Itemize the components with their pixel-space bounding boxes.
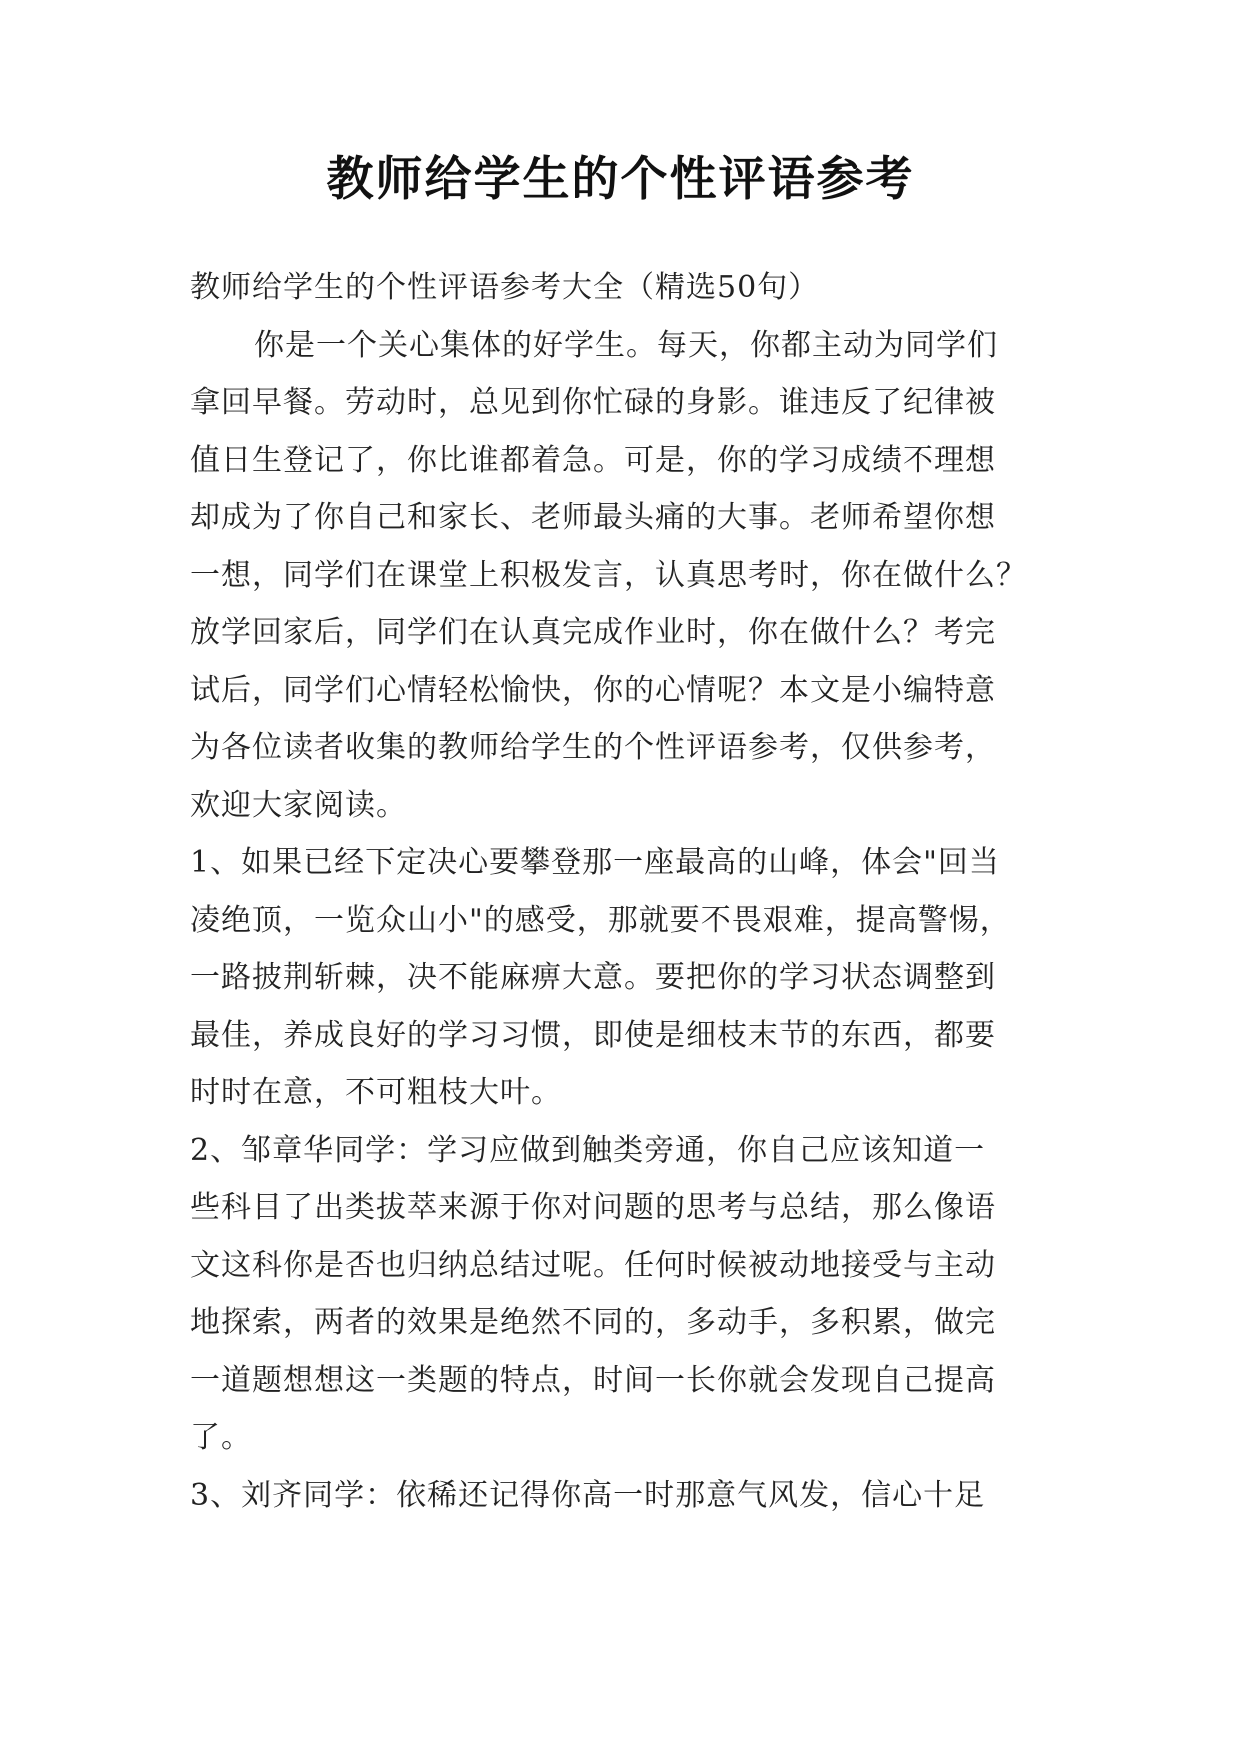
comment-1-line: 最佳，养成良好的学习习惯，即使是细枝末节的东西，都要 [190,1017,996,1053]
intro-paragraph-line: 你是一个关心集体的好学生。每天，你都主动为同学们 [254,327,998,363]
subtitle-line: 教师给学生的个性评语参考大全（精选50句） [190,270,820,305]
document-title: 教师给学生的个性评语参考 [326,152,915,207]
comment-2-line: 一道题想想这一类题的特点，时间一长你就会发现自己提高 [190,1362,996,1398]
comment-2-line: 文这科你是否也归纳总结过呢。任何时候被动地接受与主动 [190,1247,996,1283]
comment-1-line: 时时在意，不可粗枝大叶。 [190,1075,562,1110]
document-body [190,259,1060,1524]
intro-paragraph-line: 试后，同学们心情轻松愉快，你的心情呢？本文是小编特意 [190,672,996,708]
comment-3-line: 3、刘齐同学：依稀还记得你高一时那意气风发，信心十足 [190,1477,986,1513]
comment-1-line: 1、如果已经下定决心要攀登那一座最高的山峰，体会"回当 [190,845,1000,880]
comment-2-line: 些科目了出类拔萃来源于你对问题的思考与总结，那么像语 [190,1190,996,1225]
comment-1-line: 一路披荆斩棘，决不能麻痹大意。要把你的学习状态调整到 [190,960,996,995]
intro-paragraph-line: 拿回早餐。劳动时，总见到你忙碌的身影。谁违反了纪律被 [190,385,996,420]
comment-2-line: 2、邹章华同学：学习应做到触类旁通，你自己应该知道一 [190,1132,986,1168]
comment-2-line: 地探索，两者的效果是绝然不同的，多动手，多积累，做完 [190,1305,996,1340]
comment-1-line: 凌绝顶，一览众山小"的感受，那就要不畏艰难，提高警惕， [190,902,1011,938]
intro-paragraph-line: 一想，同学们在课堂上积极发言，认真思考时，你在做什么？ [190,557,1027,593]
comment-2-line: 了。 [190,1420,252,1455]
intro-paragraph-line: 欢迎大家阅读。 [190,787,407,823]
intro-paragraph-line: 放学回家后，同学们在认真完成作业时，你在做什么？考完 [190,615,996,650]
intro-paragraph-line: 却成为了你自己和家长、老师最头痛的大事。老师希望你想 [190,500,996,535]
intro-paragraph-line: 值日生登记了，你比谁都着急。可是，你的学习成绩不理想 [190,442,996,478]
intro-paragraph-line: 为各位读者收集的教师给学生的个性评语参考，仅供参考， [190,730,996,765]
